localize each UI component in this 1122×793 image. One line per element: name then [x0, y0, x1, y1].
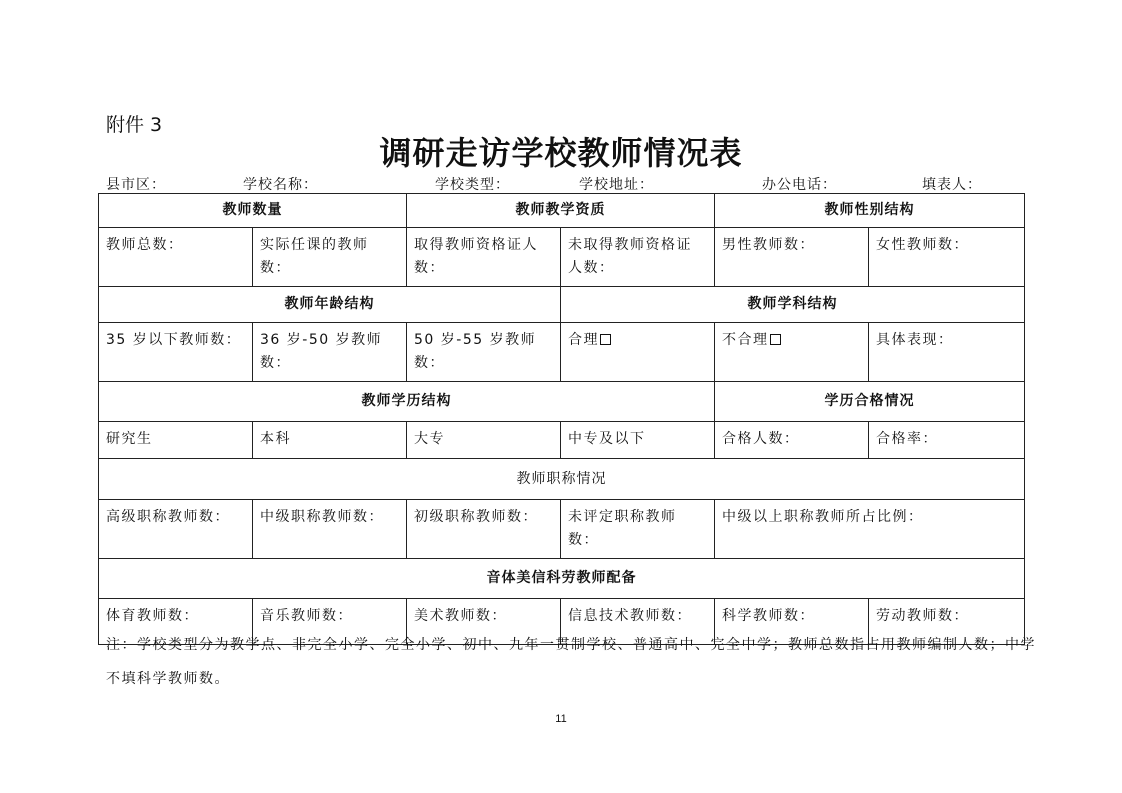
table-row	[99, 323, 1025, 382]
header-teacher-count: 教师数量	[99, 194, 407, 228]
cell-specific-details[interactable]: 具体表现：	[869, 323, 1025, 382]
header-qualification-status: 学历合格情况	[715, 382, 1025, 422]
cell-senior-title[interactable]: 高级职称教师数：	[99, 500, 253, 559]
section-header-row	[99, 287, 1025, 323]
meta-school-name: 学校名称：	[243, 177, 318, 193]
cell-labor-teachers[interactable]: 劳动教师数：	[869, 599, 1025, 645]
section-header-row	[99, 194, 1025, 228]
cell-uncertified-teachers[interactable]: 未取得教师资格证人数：	[561, 228, 715, 287]
table-row	[99, 422, 1025, 459]
header-subject-structure: 教师学科结构	[561, 287, 1025, 323]
cell-female-teachers[interactable]: 女性教师数：	[869, 228, 1025, 287]
cell-college[interactable]: 大专	[407, 422, 561, 459]
cell-pe-teachers[interactable]: 体育教师数：	[99, 599, 253, 645]
cell-total-teachers[interactable]: 教师总数：	[99, 228, 253, 287]
meta-filler: 填表人：	[922, 177, 982, 193]
cell-secondary-and-below[interactable]: 中专及以下	[561, 422, 715, 459]
cell-male-teachers[interactable]: 男性教师数：	[715, 228, 869, 287]
header-specialty-teachers: 音体美信科劳教师配备	[99, 559, 1025, 599]
cell-age-under-35[interactable]: 35 岁以下教师数：	[99, 323, 253, 382]
reasonable-label: 合理	[568, 332, 599, 348]
meta-school-address: 学校地址：	[579, 177, 654, 193]
cell-art-teachers[interactable]: 美术教师数：	[407, 599, 561, 645]
cell-unrated-title[interactable]: 未评定职称教师数：	[561, 500, 715, 559]
header-gender-structure: 教师性别结构	[715, 194, 1025, 228]
table-row	[99, 500, 1025, 559]
cell-intermediate-above-ratio[interactable]: 中级以上职称教师所占比例：	[715, 500, 1025, 559]
section-header-row	[99, 382, 1025, 422]
unreasonable-label: 不合理	[722, 332, 769, 348]
table-row	[99, 228, 1025, 287]
cell-it-teachers[interactable]: 信息技术教师数：	[561, 599, 715, 645]
meta-county: 县市区：	[106, 177, 166, 193]
section-header-row	[99, 459, 1025, 500]
checkbox-reasonable[interactable]	[600, 334, 611, 345]
header-age-structure: 教师年龄结构	[99, 287, 561, 323]
cell-active-teachers[interactable]: 实际任课的教师数：	[253, 228, 407, 287]
teacher-survey-table	[98, 193, 1025, 645]
footnote: 注：学校类型分为教学点、非完全小学、完全小学、初中、九年一贯制学校、普通高中、完全中学；教师总数指占用教师编制人数；中学不填科学教师数。	[106, 637, 1036, 687]
cell-age-36-50[interactable]: 36 岁-50 岁教师数：	[253, 323, 407, 382]
page-title: 调研走访学校教师情况表	[379, 134, 743, 172]
page-number: 11	[555, 713, 567, 725]
cell-junior-title[interactable]: 初级职称教师数：	[407, 500, 561, 559]
header-education-structure: 教师学历结构	[99, 382, 715, 422]
cell-certified-teachers[interactable]: 取得教师资格证人数：	[407, 228, 561, 287]
cell-subject-unreasonable[interactable]	[715, 323, 869, 382]
meta-office-phone: 办公电话：	[762, 177, 837, 193]
cell-bachelor[interactable]: 本科	[253, 422, 407, 459]
header-teaching-qualification: 教师教学资质	[407, 194, 715, 228]
header-professional-title: 教师职称情况	[99, 459, 1025, 500]
cell-science-teachers[interactable]: 科学教师数：	[715, 599, 869, 645]
cell-postgraduate[interactable]: 研究生	[99, 422, 253, 459]
cell-qualified-rate[interactable]: 合格率：	[869, 422, 1025, 459]
cell-subject-reasonable[interactable]	[561, 323, 715, 382]
checkbox-unreasonable[interactable]	[770, 334, 781, 345]
attachment-label: 附件 3	[106, 114, 163, 136]
cell-music-teachers[interactable]: 音乐教师数：	[253, 599, 407, 645]
cell-age-50-55[interactable]: 50 岁-55 岁教师数：	[407, 323, 561, 382]
meta-school-type: 学校类型：	[435, 177, 510, 193]
cell-qualified-count[interactable]: 合格人数：	[715, 422, 869, 459]
cell-intermediate-title[interactable]: 中级职称教师数：	[253, 500, 407, 559]
section-header-row	[99, 559, 1025, 599]
